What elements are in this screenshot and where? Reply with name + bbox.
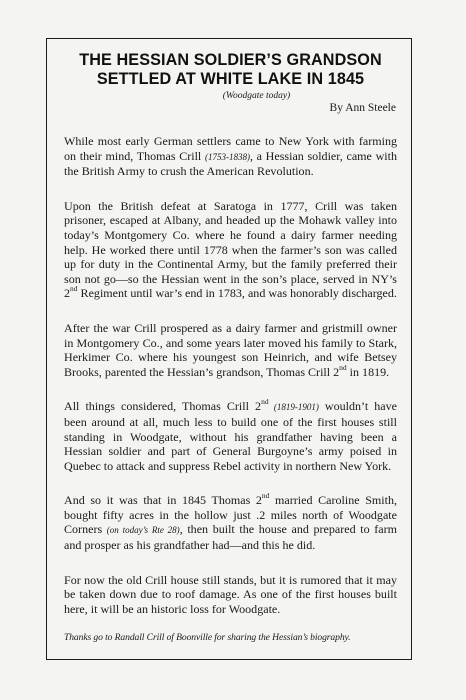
- text: in 1819.: [346, 364, 390, 379]
- text: Regiment until war’s end in 1783, and was honorably discharged.: [77, 286, 397, 301]
- text: And so it was that in 1845 Thomas 2: [64, 493, 262, 508]
- dates: (1819-1901): [268, 402, 319, 413]
- text: After the war Crill prospered as a dairy farmer and gristmill owner in Montgomery Co., and some years later moved his family to Stark, Herkimer Co. where his youngest son Heinrich, and wife Betsey Brooks, parented the Hessian’s grandson, Thomas Crill 2: [64, 320, 397, 379]
- text: wouldn’t have been around at all, much less to build one of the first houses still standing in Woodgate, without his grandfather having been a Hessian soldier and part of General Burgoyne’s army poised in Quebec to attack and suppress Rebel activity in northern New York.: [64, 399, 398, 473]
- acknowledgement: Thanks go to Randall Crill of Boonville for sharing the Hessian’s biography.: [64, 632, 351, 644]
- text: , a Hessian soldier, came with the British Army to crush the American Revolution.: [64, 148, 397, 179]
- paragraph-4: [64, 399, 397, 473]
- paragraph-6: For now the old Crill house still stands, but it is rumored that it may be taken down due to roof damage. As one of the first houses built here, it will be an historic loss for Woodgate.: [64, 572, 397, 616]
- superscript: nd: [70, 284, 78, 294]
- superscript: nd: [261, 491, 270, 501]
- text: While most early German settlers came to New York with farming on their mind, Thomas Crill: [64, 134, 397, 163]
- superscript: nd: [261, 397, 269, 407]
- paragraph-3: [64, 321, 397, 379]
- paragraph-5: [64, 493, 397, 552]
- text: married Caroline Smith, bought fifty acres in the hollow just .2 miles north of Woodgate Corners: [64, 493, 397, 537]
- byline: By Ann Steele: [329, 102, 396, 114]
- superscript: nd: [339, 362, 347, 372]
- text: Upon the British defeat at Saratoga in 1777, Crill was taken prisoner, escaped at Albany, and headed up the Mohawk valley into today’s Montgomery Co. where he found a dairy farmer needing help. He worked there until 1778 when the farmer’s son was called up for duty in the Continental Army, but the family preferred their son not go—so the Hessian went in the son’s place, served in NY’s 2: [64, 198, 397, 301]
- article-title: [64, 51, 397, 89]
- paragraph-2: [64, 199, 397, 301]
- dates: (1753-1838): [204, 151, 250, 162]
- article-frame: [46, 38, 412, 660]
- article-subtitle: (Woodgate today): [222, 91, 291, 101]
- text: All things considered, Thomas Crill 2: [64, 399, 262, 414]
- text: , then built the house and prepared to farm and prosper as his grandfather had—and this he did.: [64, 522, 397, 553]
- paragraph-1: [64, 134, 397, 179]
- title-line-2: SETTLED AT WHITE LAKE IN 1845: [96, 70, 365, 88]
- title-line-1: THE HESSIAN SOLDIER’S GRANDSON: [79, 51, 382, 69]
- route-note: (on today’s Rte 28): [106, 525, 180, 536]
